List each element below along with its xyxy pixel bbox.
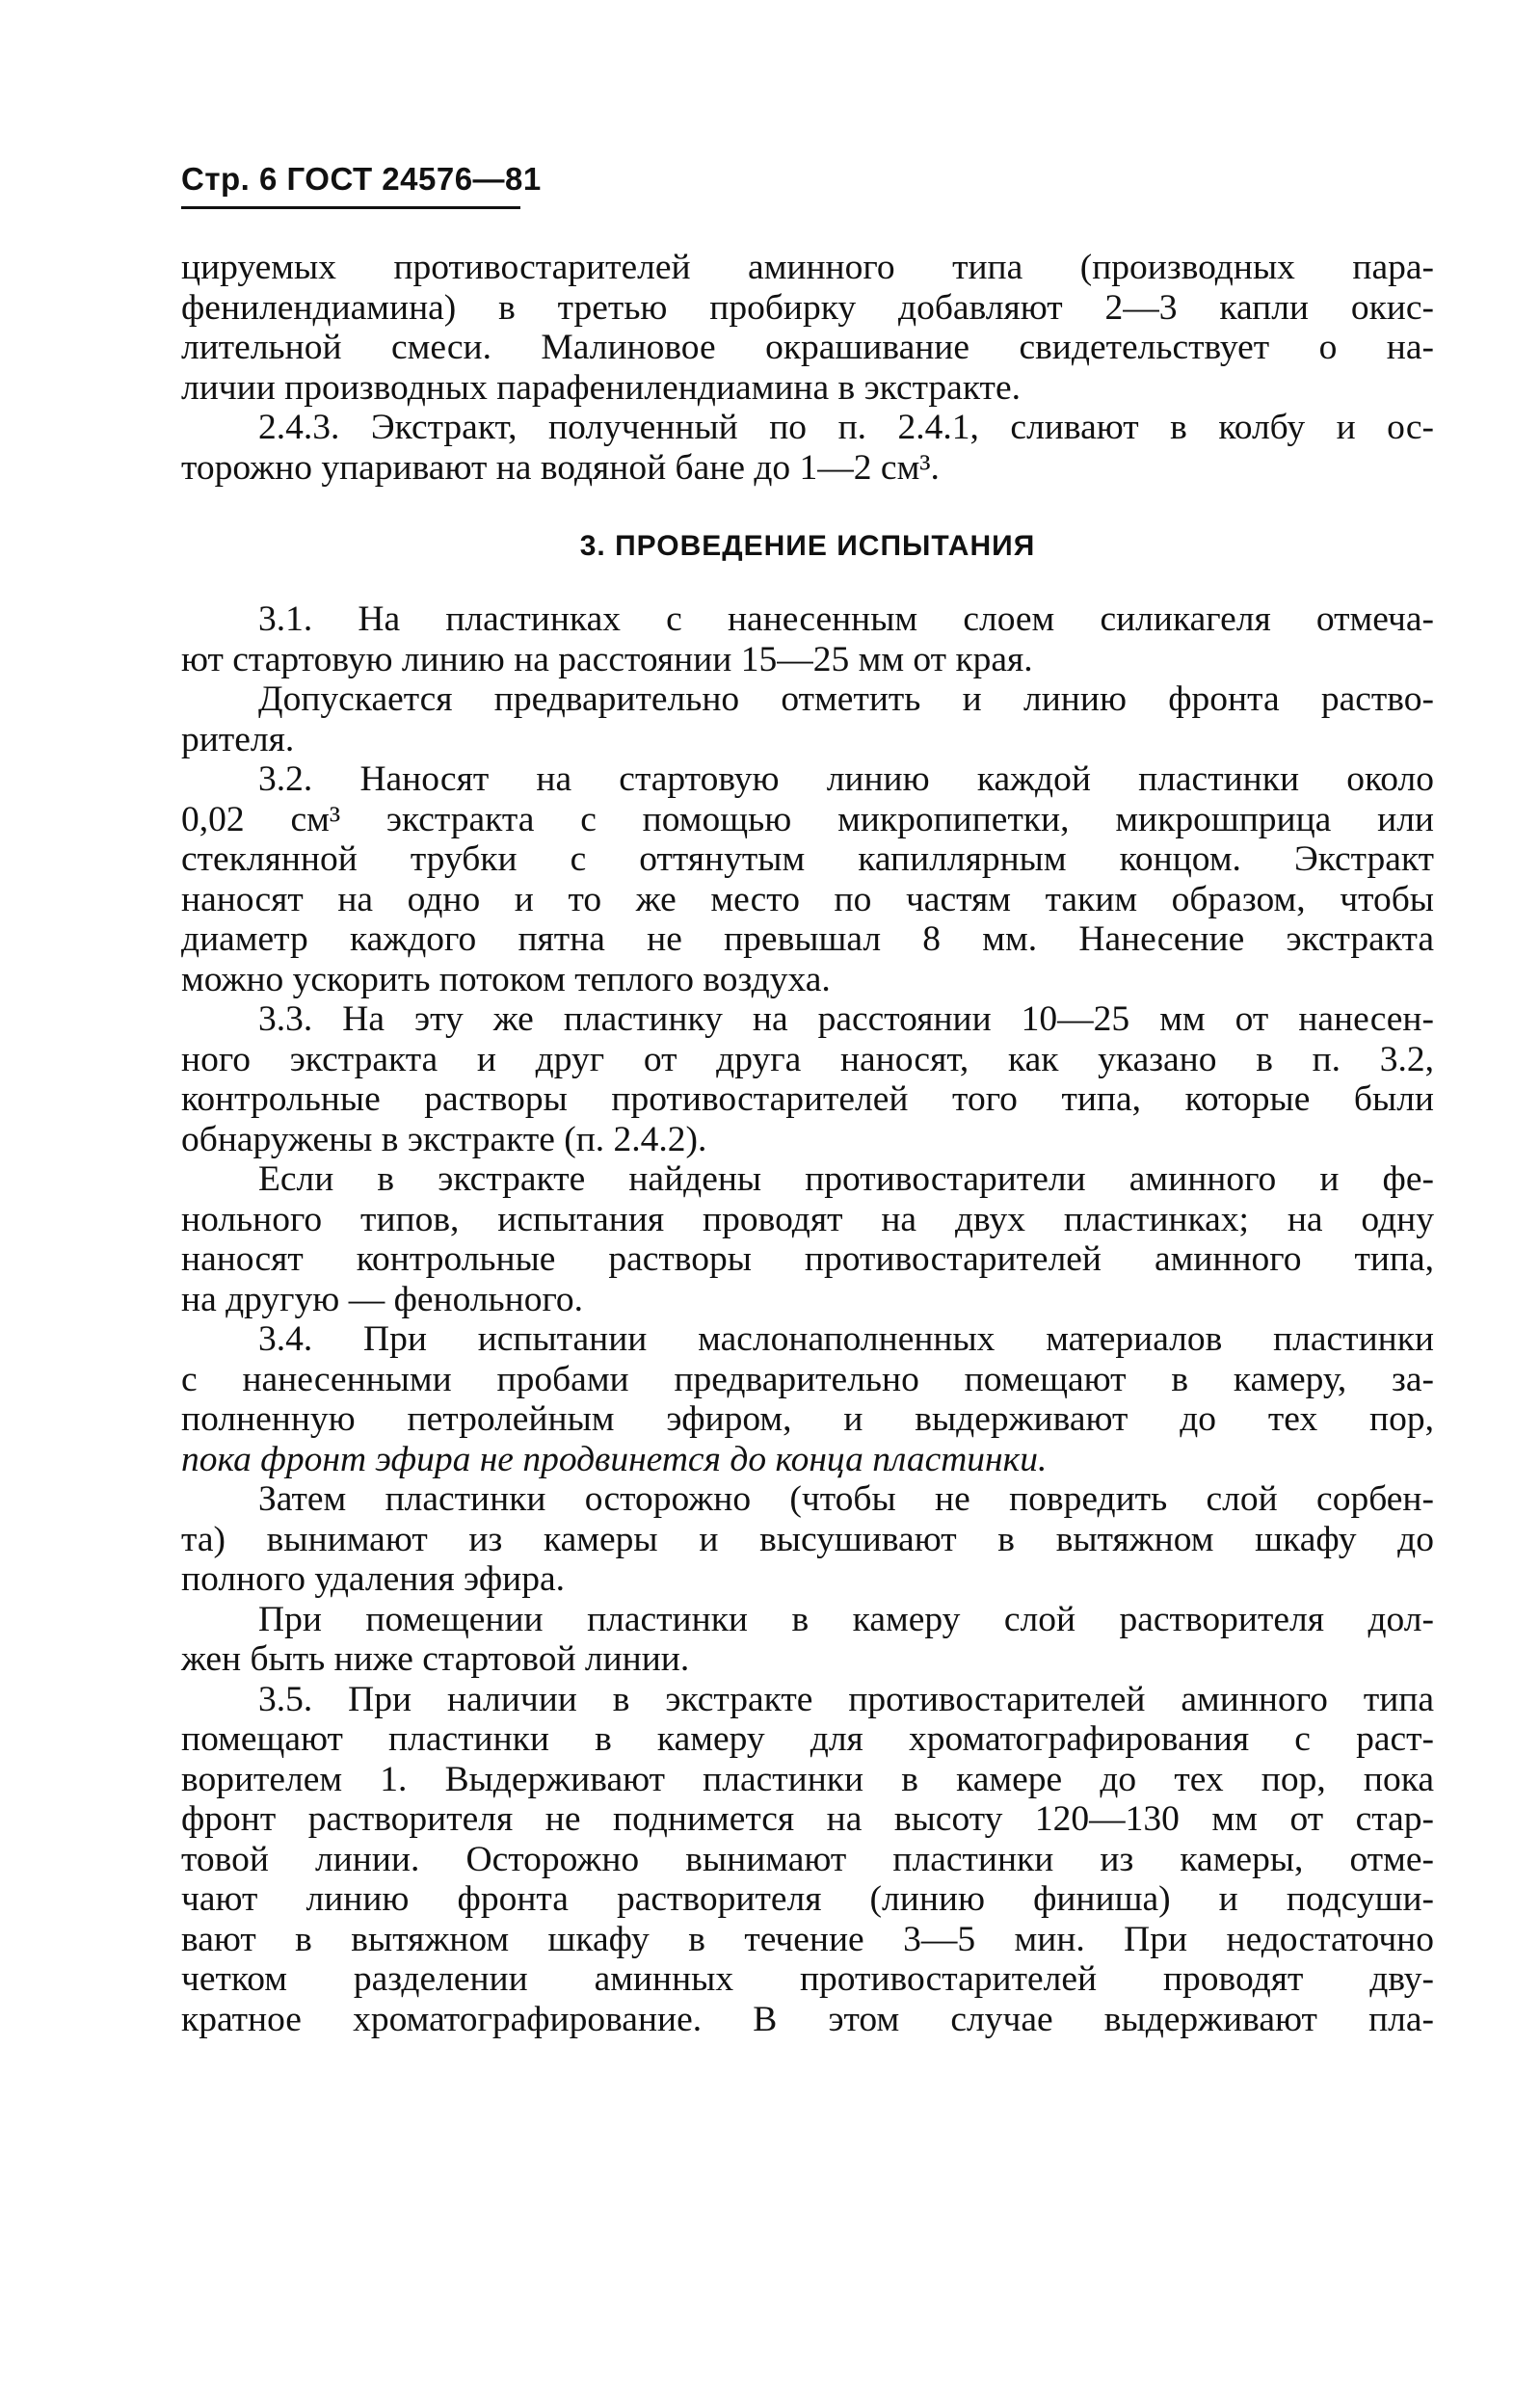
- text-line: наносят на одно и то же место по частям таким образом, чтобы: [181, 879, 1434, 919]
- text-line: лительной смеси. Малиновое окрашивание свидетельствует о на-: [181, 328, 1434, 367]
- text-line: чают линию фронта растворителя (линию финиша) и подсуши-: [181, 1879, 1434, 1919]
- text-line: можно ускорить потоком теплого воздуха.: [181, 959, 831, 999]
- page-header: Стр. 6 ГОСТ 24576—81: [181, 161, 542, 197]
- text-line: товой линии. Осторожно вынимают пластинки из камеры, отме-: [181, 1839, 1434, 1879]
- text-line: цируемых противостарителей аминного типа (производных пара-: [181, 248, 1434, 287]
- text-line: та) вынимают из камеры и высушивают в вытяжном шкафу до: [181, 1519, 1434, 1559]
- text-line: на другую — фенольного.: [181, 1279, 584, 1319]
- text-line: диаметр каждого пятна не превышал 8 мм. Нанесение экстракта: [181, 919, 1434, 959]
- text-line: рителя.: [181, 719, 295, 759]
- paragraph-3-2: [181, 759, 1434, 999]
- text-line: ворителем 1. Выдерживают пластинки в камере до тех пор, пока: [181, 1759, 1434, 1799]
- text-line: ного экстракта и друг от друга наносят, как указано в п. 3.2,: [181, 1039, 1434, 1079]
- text-line: обнаружены в экстракте (п. 2.4.2).: [181, 1119, 707, 1159]
- text-line: кратное хроматографирование. В этом случае выдерживают пла-: [181, 1999, 1434, 2039]
- text-line: помещают пластинки в камеру для хроматографирования с раст-: [181, 1719, 1434, 1759]
- text-line: полного удаления эфира.: [181, 1559, 565, 1599]
- paragraph-3-3-note: [181, 1159, 1434, 1319]
- document-page: [181, 154, 1434, 2039]
- text-line: полненную петролейным эфиром, и выдерживают до тех пор,: [181, 1399, 1434, 1439]
- text-line: пока фронт эфира не продвинется до конца пластинки.: [181, 1439, 1048, 1479]
- text-line: нольного типов, испытания проводят на двух пластинках; на одну: [181, 1199, 1434, 1239]
- header-rule: [181, 206, 520, 209]
- text-line: Допускается предварительно отметить и линию фронта раство-: [258, 679, 1434, 719]
- paragraph-3-4-note: [181, 1600, 1434, 1680]
- paragraph-3-5: [181, 1680, 1434, 2040]
- text-line: При помещении пластинки в камеру слой растворителя дол-: [258, 1599, 1434, 1639]
- text-line: фенилендиамина) в третью пробирку добавляют 2—3 капли окис-: [181, 287, 1434, 328]
- text-line: личии производных парафенилендиамина в экстракте.: [181, 367, 1021, 408]
- text-line: четком разделении аминных противостарителей проводят дву-: [181, 1959, 1434, 1999]
- text-line: 3.1. На пластинках с нанесенным слоем силикагеля отмеча-: [258, 599, 1434, 639]
- section-title: 3. ПРОВЕДЕНИЕ ИСПЫТАНИЯ: [579, 530, 1036, 562]
- text-line: стеклянной трубки с оттянутым капиллярным концом. Экстракт: [181, 839, 1434, 879]
- text-line: 2.4.3. Экстракт, полученный по п. 2.4.1, сливают в колбу и ос-: [258, 408, 1434, 447]
- text-line: Затем пластинки осторожно (чтобы не повредить слой сорбен-: [258, 1479, 1434, 1519]
- paragraph-3-4: [181, 1319, 1434, 1479]
- text-line: 0,02 см³ экстракта с помощью микропипетки, микрошприца или: [181, 799, 1434, 839]
- text-line: с нанесенными пробами предварительно помещают в камеру, за-: [181, 1359, 1434, 1399]
- text-line: 3.2. Наносят на стартовую линию каждой пластинки около: [258, 759, 1434, 799]
- text-line: ют стартовую линию на расстоянии 15—25 мм от края.: [181, 639, 1033, 679]
- text-line: 3.4. При испытании маслонаполненных материалов пластинки: [258, 1319, 1434, 1359]
- paragraph-3-3: [181, 999, 1434, 1159]
- text-line: торожно упаривают на водяной бане до 1—2 см³.: [181, 447, 940, 488]
- text-line: наносят контрольные растворы противостарителей аминного типа,: [181, 1239, 1434, 1279]
- text-line: Если в экстракте найдены противостарители аминного и фе-: [258, 1159, 1434, 1199]
- paragraph-3-1-note: [181, 679, 1434, 759]
- text-line: контрольные растворы противостарителей того типа, которые были: [181, 1079, 1434, 1119]
- text-line: 3.5. При наличии в экстракте противостарителей аминного типа: [258, 1679, 1434, 1719]
- paragraph-3-4-then: [181, 1479, 1434, 1600]
- text-line: жен быть ниже стартовой линии.: [181, 1639, 690, 1679]
- text-line: фронт растворителя не поднимется на высоту 120—130 мм от стар-: [181, 1799, 1434, 1839]
- text-line: вают в вытяжном шкафу в течение 3—5 мин. При недостаточно: [181, 1919, 1434, 1959]
- paragraph-2-4-3: [181, 408, 1434, 488]
- paragraph-3-1: [181, 599, 1434, 679]
- text-line: 3.3. На эту же пластинку на расстоянии 10—25 мм от нанесен-: [258, 999, 1434, 1039]
- paragraph-intro: [181, 248, 1434, 408]
